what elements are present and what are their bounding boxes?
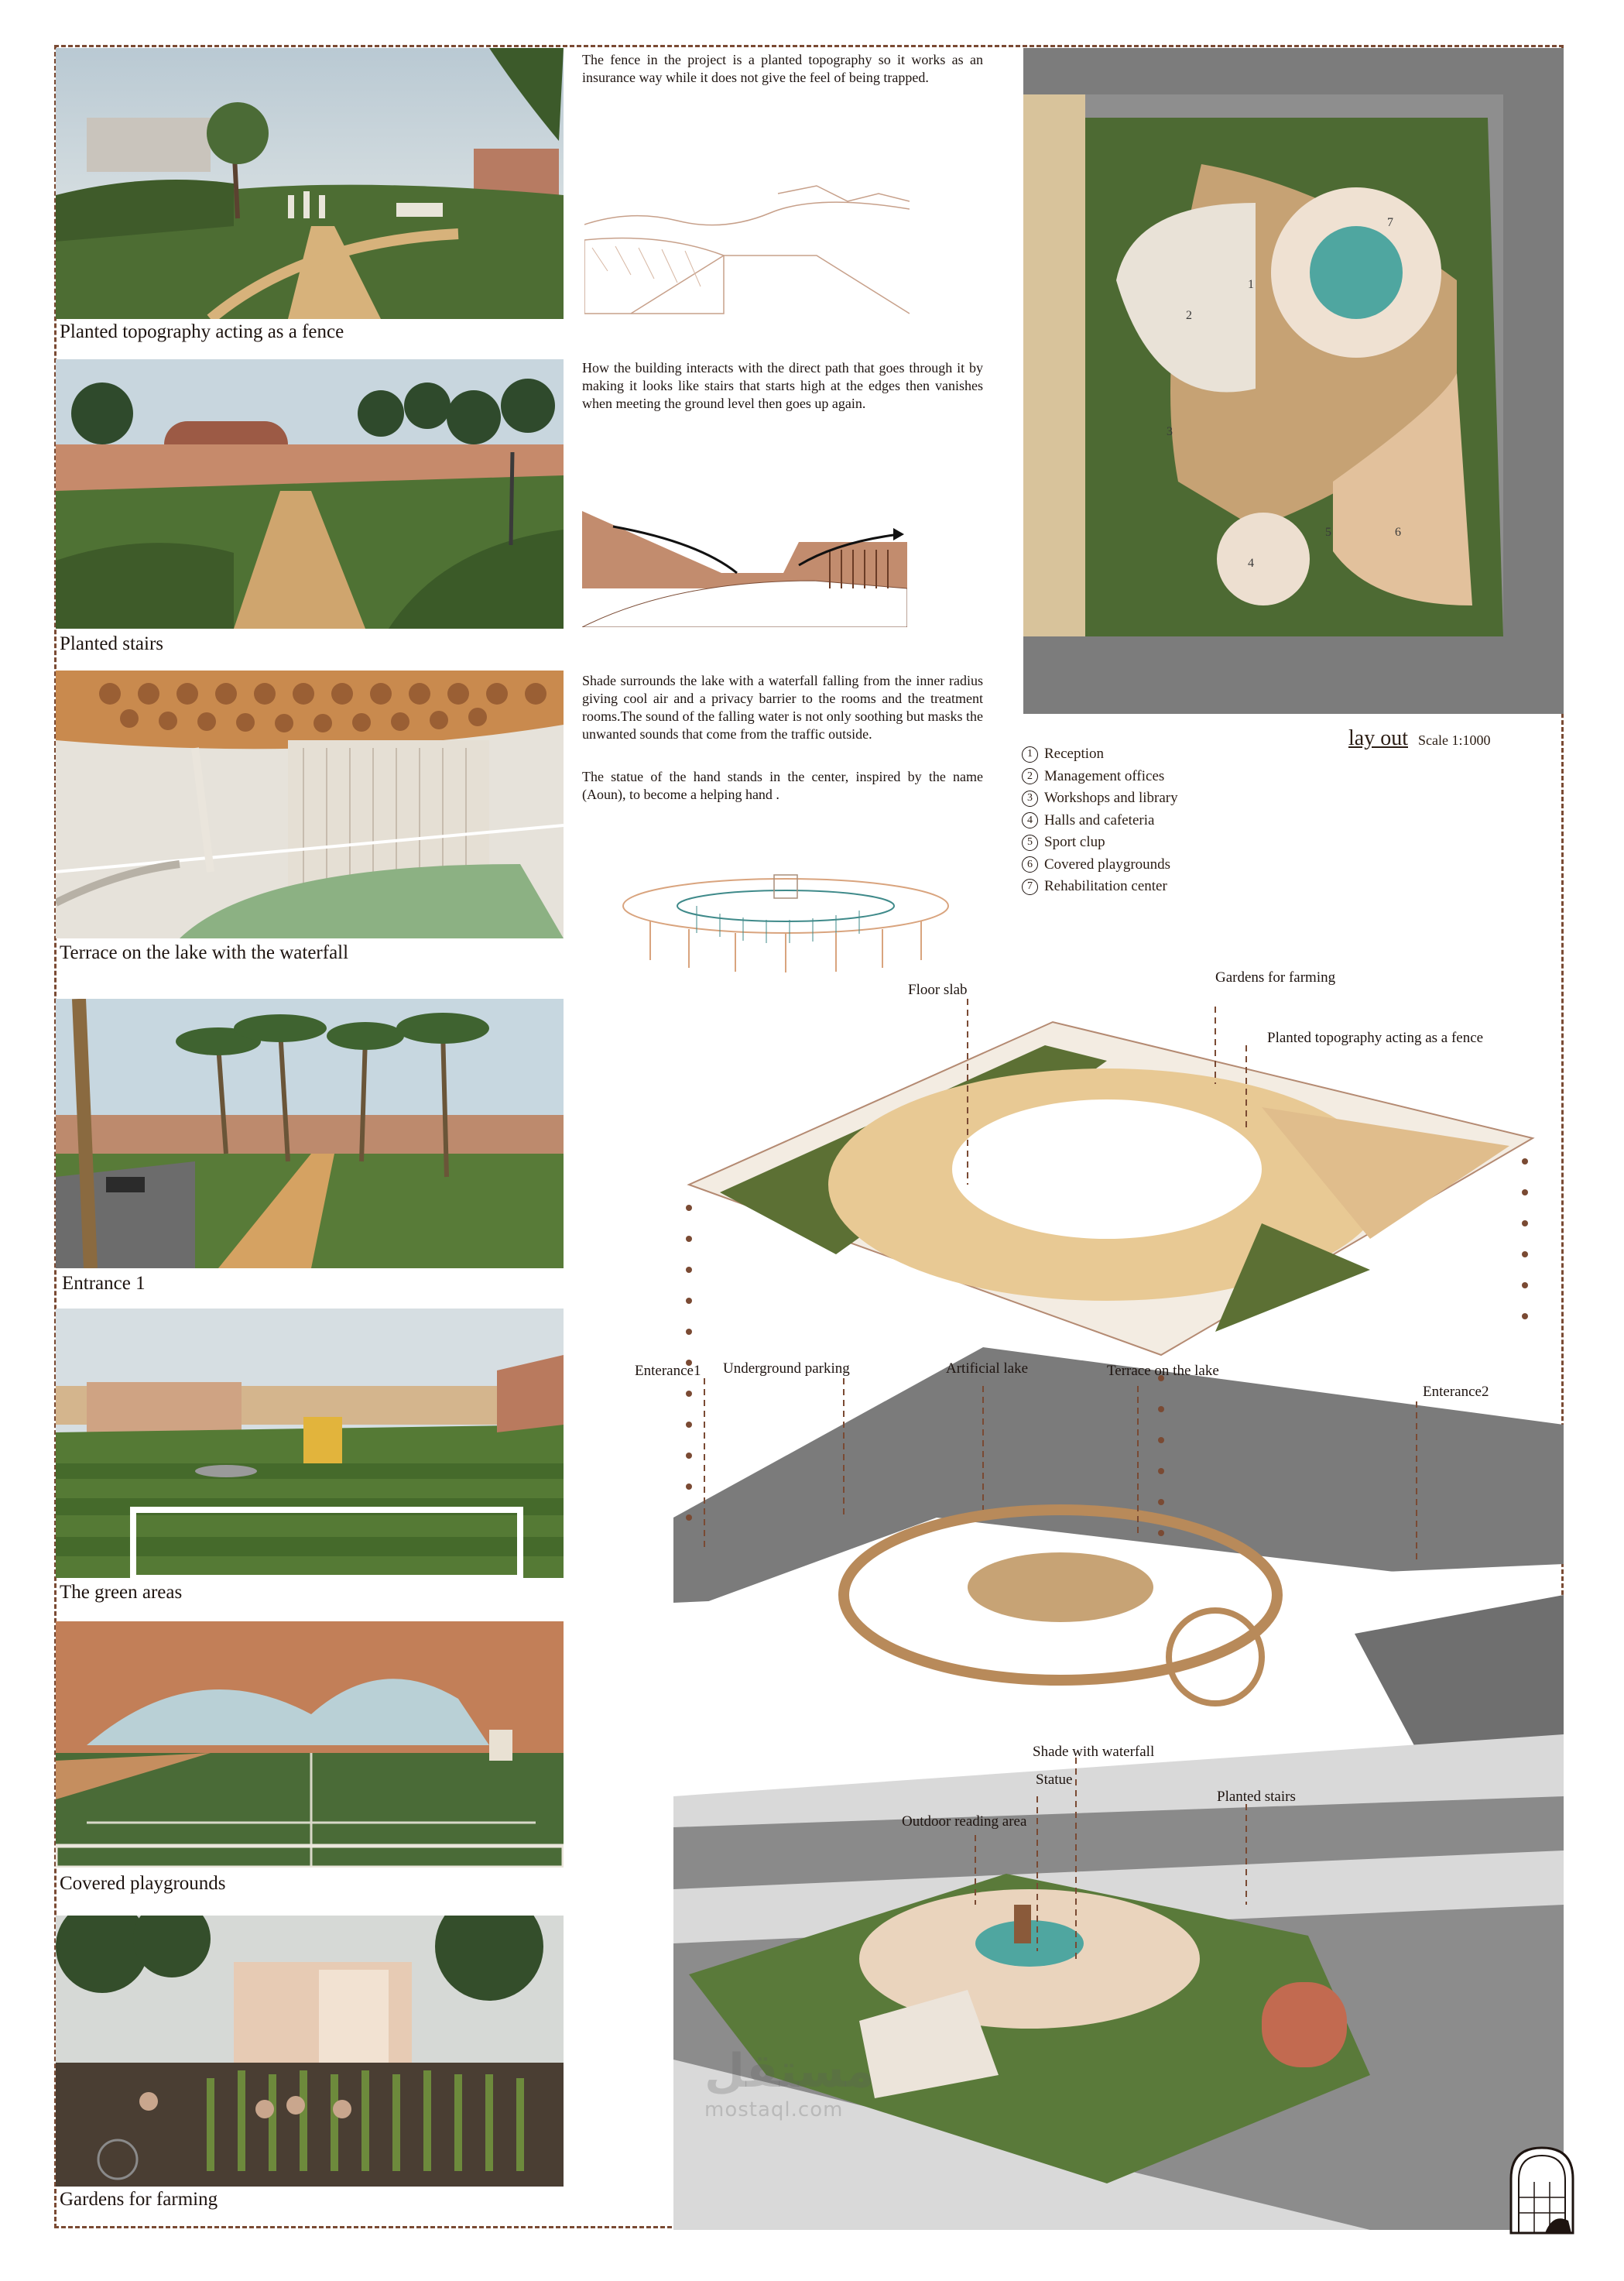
legend-item: 6 Covered playgrounds — [1022, 854, 1178, 876]
axonometric-diagram — [673, 976, 1564, 2230]
legend-item: 1 Reception — [1022, 743, 1178, 766]
photo-terrace-lake — [56, 671, 564, 938]
sketch-fence-section — [584, 178, 910, 317]
watermark: مستقل mostaql.com — [704, 2044, 875, 2122]
plan-number-6: 6 — [1395, 526, 1401, 539]
plan-number-1: 1 — [1248, 278, 1254, 291]
photo-planted-stairs — [56, 359, 564, 629]
label-enterance2: Enterance2 — [1423, 1384, 1489, 1400]
layout-title: lay out — [1348, 726, 1408, 750]
photo-entrance — [56, 999, 564, 1268]
plan-number-7: 7 — [1387, 216, 1393, 229]
paragraph-statue: The statue of the hand stands in the center, inspired by the name (Aoun), to become a helping hand . — [582, 769, 983, 802]
plan-number-4: 4 — [1248, 557, 1254, 570]
label-gardens-farming: Gardens for farming — [1215, 969, 1336, 986]
label-floor-slab: Floor slab — [908, 982, 968, 998]
paragraph-path: How the building interacts with the direct path that goes through it by making it looks like stairs that starts high at the edges then vanishes when meeting the ground level then goes up again. — [582, 360, 983, 411]
caption-green: The green areas — [60, 1582, 183, 1603]
arch-logo-icon — [1506, 2143, 1578, 2235]
sketch-shade-lake — [619, 867, 952, 976]
label-terrace-lake: Terrace on the lake — [1107, 1363, 1219, 1379]
legend-item: 4 Halls and cafeteria — [1022, 810, 1178, 832]
label-planted-topo: Planted topography acting as a fence — [1267, 1030, 1484, 1046]
legend-item: 3 Workshops and library — [1022, 787, 1178, 810]
legend-item: 2 Management offices — [1022, 766, 1178, 788]
legend-item: 7 Rehabilitation center — [1022, 876, 1178, 898]
label-shade-waterfall: Shade with waterfall — [1033, 1744, 1155, 1760]
caption-entrance: Entrance 1 — [62, 1273, 146, 1294]
photo-green-areas — [56, 1309, 564, 1578]
label-artificial-lake: Artificial lake — [946, 1360, 1029, 1377]
layout-scale: Scale 1:1000 — [1418, 732, 1491, 748]
legend-item: 5 Sport clup — [1022, 832, 1178, 854]
label-underground-parking: Underground parking — [723, 1360, 850, 1377]
photo-gardens-farming — [56, 1916, 564, 2187]
caption-terrace: Terrace on the lake with the waterfall — [60, 942, 349, 963]
plan-number-2: 2 — [1186, 309, 1192, 322]
caption-gardens: Gardens for farming — [60, 2189, 218, 2210]
label-enterance1: Enterance1 — [635, 1363, 701, 1379]
sketch-path-section — [582, 496, 907, 627]
site-layout-plan — [1023, 48, 1564, 714]
label-outdoor-reading: Outdoor reading area — [902, 1813, 1027, 1830]
caption-stairs: Planted stairs — [60, 633, 164, 654]
label-planted-stairs: Planted stairs — [1217, 1789, 1296, 1805]
paragraph-fence: The fence in the project is a planted topography so it works as an insurance way while it does not give the feel of being trapped. — [582, 52, 983, 85]
plan-number-3: 3 — [1167, 425, 1173, 438]
photo-planted-fence — [56, 48, 564, 319]
caption-covered: Covered playgrounds — [60, 1873, 226, 1894]
label-statue: Statue — [1036, 1772, 1073, 1788]
legend — [1022, 743, 1178, 898]
caption-fence: Planted topography acting as a fence — [60, 321, 344, 342]
paragraph-shade: Shade surrounds the lake with a waterfall falling from the inner radius giving cool air and a privacy barrier to the rooms and the treatment rooms.The sound of the falling water is not only soothing but masks the unwanted sounds that come from the traffic outside. — [582, 673, 983, 742]
plan-number-5: 5 — [1325, 526, 1331, 539]
photo-covered-playgrounds — [56, 1621, 564, 1868]
